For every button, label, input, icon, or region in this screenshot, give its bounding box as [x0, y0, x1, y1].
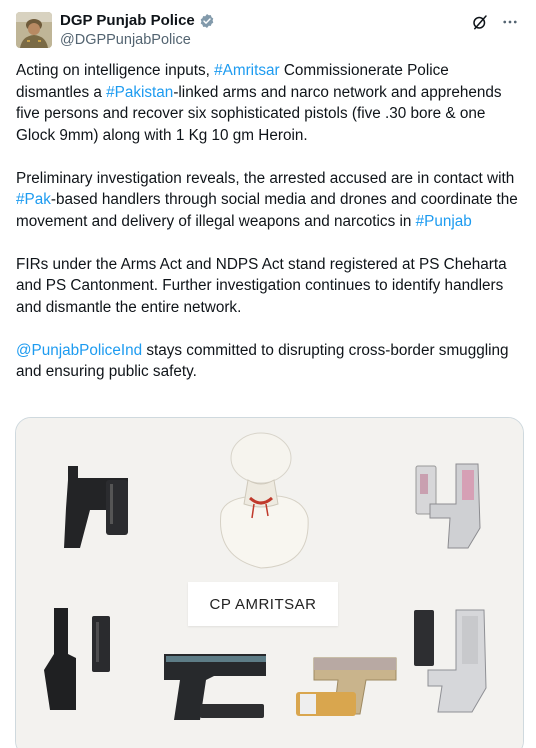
tweet-header [16, 10, 520, 50]
author-handle[interactable]: @DGPPunjabPolice [60, 32, 191, 48]
grok-icon[interactable] [470, 12, 490, 32]
avatar-image [16, 12, 52, 48]
tweet-paragraph-3 [16, 254, 524, 319]
author-info [60, 12, 215, 49]
text-span: stays committed to disrupting cross-border smuggling and ensuring public safety. [16, 341, 509, 380]
verified-badge-icon [199, 13, 215, 29]
text-span: -based handlers through social media and drones and coordinate the movement and delivery of illegal weapons and narcotics in [16, 191, 518, 230]
text-span: Preliminary investigation reveals, the arrested accused are in contact with [16, 169, 515, 187]
media-label-sign: CP AMRITSAR [188, 582, 338, 626]
hashtag-pak-link[interactable]: #Pak [16, 191, 51, 208]
tweet-text [16, 60, 524, 383]
mention-punjabpoliceind-link[interactable]: @PunjabPoliceInd [16, 341, 143, 359]
more-icon[interactable] [500, 12, 520, 32]
tweet-media-image[interactable] [15, 417, 524, 748]
display-name-row[interactable] [60, 12, 215, 30]
text-span: -linked arms and narco network and apprehends five persons and recover six sophisticated pistols (five .30 bore & one Glock 9mm) along with 1 Kg 10 gm Heroin. [16, 83, 502, 144]
tweet-paragraph-1 [16, 60, 524, 146]
avatar[interactable] [16, 12, 52, 48]
text-span: Commissionerate Police dismantles a [16, 62, 449, 101]
header-actions [470, 12, 520, 32]
text-span: Acting on intelligence inputs, [16, 62, 215, 79]
hashtag-pakistan-link[interactable]: #Pakistan [106, 83, 174, 101]
hashtag-punjab-link[interactable]: #Punjab [415, 212, 472, 230]
display-name[interactable]: DGP Punjab Police [60, 12, 195, 29]
tweet-paragraph-2 [16, 168, 524, 233]
tweet-paragraph-4 [16, 340, 524, 383]
hashtag-amritsar-link[interactable]: #Amritsar [214, 62, 280, 79]
text-span: FIRs under the Arms Act and NDPS Act stand registered at PS Cheharta and PS Cantonment. Further investigation continues to identify handlers and dismantle the entire network. [16, 255, 507, 316]
